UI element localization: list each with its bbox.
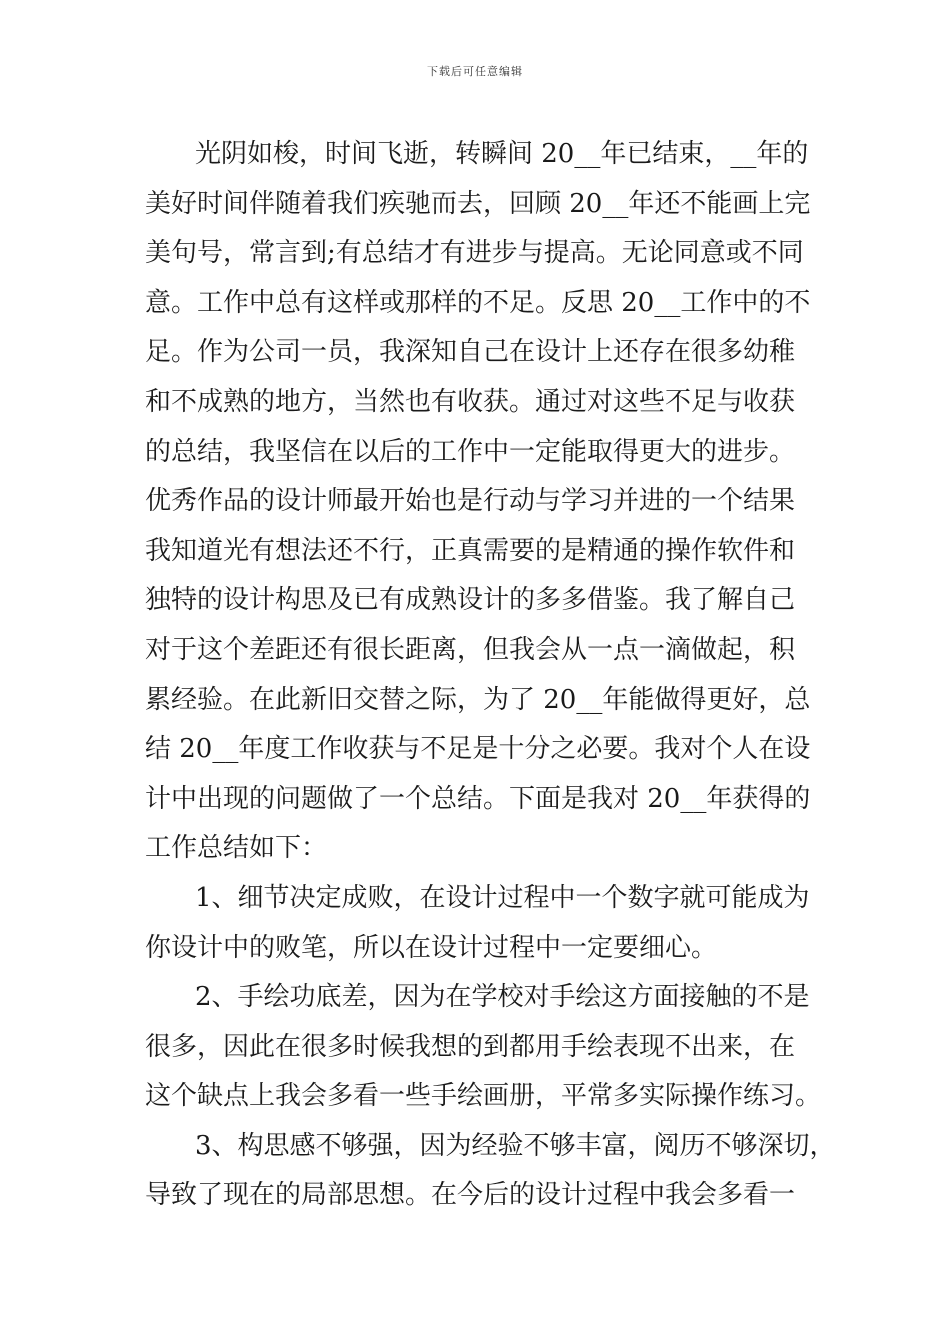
paragraph-line: 光阴如梭，时间飞逝，转瞬间 20__年已结束，__年的	[195, 139, 809, 169]
paragraph-line: 足。作为公司一员，我深知自己在设计上还存在很多幼稚	[145, 337, 796, 368]
list-item-line: 你设计中的败笔，所以在设计过程中一定要细心。	[145, 932, 718, 963]
list-item-line: 这个缺点上我会多看一些手绘画册，平常多实际操作练习。	[145, 1081, 822, 1112]
paragraph-line: 工作总结如下：	[145, 833, 328, 864]
list-item-line: 2、手绘功底差，因为在学校对手绘这方面接触的不是	[195, 982, 810, 1013]
list-item-line: 导致了现在的局部思想。在今后的设计过程中我会多看一	[145, 1180, 796, 1211]
paragraph-line: 计中出现的问题做了一个总结。下面是我对 20__年获得的	[145, 783, 811, 814]
list-item-line: 1、细节决定成败，在设计过程中一个数字就可能成为	[195, 882, 810, 913]
paragraph-line: 美好时间伴随着我们疾驰而去，回顾 20__年还不能画上完	[145, 188, 811, 219]
paragraph-line: 美句号，常言到;有总结才有进步与提高。无论同意或不同	[145, 238, 804, 269]
paragraph-line: 结 20__年度工作收获与不足是十分之必要。我对个人在设	[145, 734, 811, 765]
paragraph-line: 对于这个差距还有很长距离，但我会从一点一滴做起，积	[145, 634, 796, 665]
paragraph-line: 我知道光有想法还不行，正真需要的是精通的操作软件和	[145, 535, 796, 566]
list-item-line: 很多，因此在很多时候我想的到都用手绘表现不出来，在	[145, 1031, 796, 1062]
paragraph-line: 和不成熟的地方，当然也有收获。通过对这些不足与收获	[145, 386, 796, 417]
paragraph-line: 优秀作品的设计师最开始也是行动与学习并进的一个结果	[145, 486, 796, 517]
paragraph-line: 累经验。在此新旧交替之际，为了 20__年能做得更好，总	[145, 684, 811, 715]
document-body	[145, 130, 836, 1221]
paragraph-line: 的总结，我坚信在以后的工作中一定能取得更大的进步。	[145, 436, 796, 467]
paragraph-line: 意。工作中总有这样或那样的不足。反思 20__工作中的不	[145, 287, 811, 318]
list-item-line: 3、构思感不够强，因为经验不够丰富，阅历不够深切，	[195, 1130, 836, 1161]
paragraph-line: 独特的设计构思及已有成熟设计的多多借鉴。我了解自己	[145, 585, 796, 616]
page-header-note: 下载后可任意编辑	[427, 65, 523, 78]
